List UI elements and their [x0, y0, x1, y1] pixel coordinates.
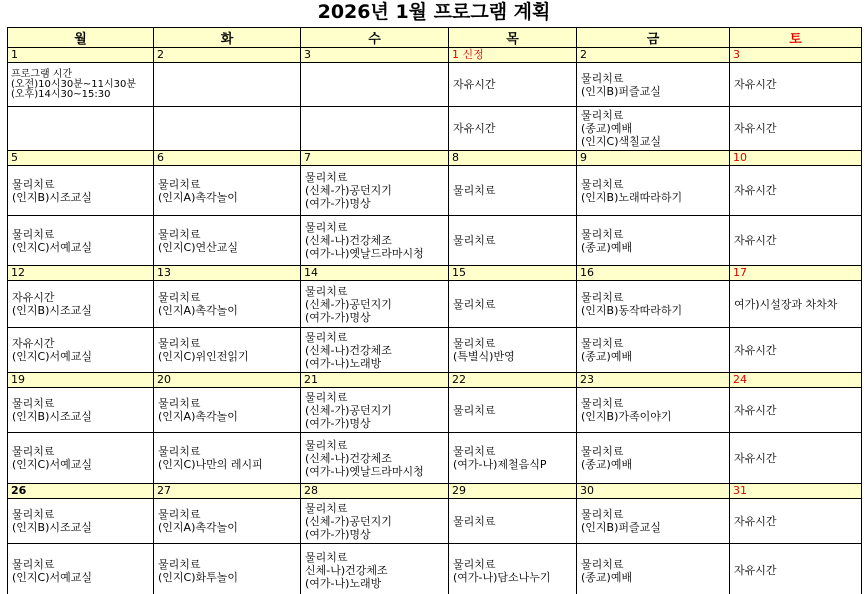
- date-cell: 1: [8, 48, 154, 63]
- program-line: (여가-나)노래방: [305, 356, 382, 370]
- program-cell: [449, 328, 577, 373]
- program-line: (신체-가)공던지기: [305, 514, 392, 528]
- program-line: (인지B)가족이야기: [581, 410, 672, 423]
- program-calendar: [7, 27, 862, 594]
- program-cell: [730, 166, 862, 216]
- program-line: 물리치료: [581, 508, 624, 521]
- program-cell: [8, 544, 154, 594]
- program-line: (신체-나)건강체조: [305, 234, 392, 247]
- program-line: 물리치료: [305, 390, 348, 404]
- program-cell: [301, 328, 449, 373]
- program-cell: [730, 328, 862, 373]
- program-line: (여가-가)명상: [305, 527, 371, 541]
- program-line: 물리치료: [453, 337, 496, 350]
- program-cell: [449, 499, 577, 544]
- date-cell: 16: [577, 266, 730, 281]
- program-line: (인지C)연산교실: [158, 240, 239, 254]
- program-line: 물리치료: [305, 438, 348, 452]
- program-line: 물리치료: [581, 71, 624, 85]
- date-cell: 3: [730, 48, 862, 63]
- program-line: 신체-나)건강체조: [305, 564, 388, 577]
- afternoon-program-row: [8, 107, 862, 151]
- date-cell: 9: [577, 151, 730, 166]
- calendar-title: 2026년 1월 프로그램 계획: [317, 1, 551, 23]
- program-line: (인지B)동작따라하기: [581, 304, 683, 317]
- program-line: 자유시간: [734, 343, 777, 357]
- morning-program-row: [8, 63, 862, 107]
- program-line: (종교)예배: [581, 570, 633, 584]
- program-cell: [154, 499, 301, 544]
- program-cell: [577, 166, 730, 216]
- date-cell: 13: [154, 266, 301, 281]
- program-line: (여가-나)옛날드라마시청: [305, 464, 424, 478]
- date-cell: 29: [449, 484, 577, 499]
- program-line: (인지C)위인전읽기: [158, 350, 249, 363]
- program-line: (인지B)시조교실: [12, 521, 92, 534]
- program-cell: [730, 281, 862, 328]
- program-cell: [154, 63, 301, 107]
- program-line: 자유시간: [12, 337, 55, 350]
- program-line: (신체-나)건강체조: [305, 451, 392, 465]
- date-cell: 30: [577, 484, 730, 499]
- program-line: 자유시간: [734, 403, 777, 417]
- program-cell: [577, 499, 730, 544]
- program-cell: [577, 216, 730, 266]
- program-line: (여가-가)명상: [305, 197, 371, 210]
- program-line: (종교)예배: [581, 122, 633, 135]
- program-line: (인지A)촉각놀이: [158, 521, 238, 534]
- program-cell: [730, 388, 862, 433]
- program-cell: [449, 388, 577, 433]
- program-line: 자유시간: [734, 514, 777, 528]
- program-line: (종교)예배: [581, 240, 633, 254]
- program-cell: [301, 433, 449, 484]
- program-line: (오후)14시30~15:30: [11, 89, 111, 100]
- program-cell: [449, 166, 577, 216]
- date-cell: 8: [449, 151, 577, 166]
- program-line: (오전)10시30분~11시30분: [11, 79, 137, 90]
- date-cell: 15: [449, 266, 577, 281]
- program-line: (여가-나)제철음식P: [453, 458, 547, 471]
- program-cell: [301, 107, 449, 151]
- program-cell: [449, 544, 577, 594]
- program-line: (특별식)반영: [453, 350, 515, 363]
- program-cell: [449, 433, 577, 484]
- program-line: 물리치료: [305, 284, 348, 298]
- program-line: 물리치료: [581, 291, 624, 304]
- program-line: 물리치료: [158, 445, 201, 458]
- weekday-mon: 월: [8, 28, 154, 48]
- program-line: (인지B)시조교실: [12, 190, 92, 204]
- program-line: (여가-나)담소나누기: [453, 570, 551, 584]
- program-line: 물리치료: [581, 557, 624, 571]
- program-cell: [154, 216, 301, 266]
- program-line: 물리치료: [581, 397, 624, 410]
- program-cell: [154, 388, 301, 433]
- program-line: (인지B)시조교실: [12, 410, 92, 423]
- date-cell: 19: [8, 373, 154, 388]
- date-cell: 22: [449, 373, 577, 388]
- program-line: (인지B)퍼즐교실: [581, 521, 661, 534]
- program-line: (여가-가)명상: [305, 416, 371, 430]
- program-cell: [577, 544, 730, 594]
- program-line: 자유시간: [734, 234, 777, 247]
- program-cell: [730, 544, 862, 594]
- date-cell: 2: [577, 48, 730, 63]
- program-line: 물리치료: [12, 227, 55, 241]
- program-line: 물리치료: [12, 508, 55, 521]
- program-cell: [730, 499, 862, 544]
- program-cell: [449, 107, 577, 151]
- program-line: (인지C)서예교실: [12, 240, 93, 254]
- program-line: 물리치료: [12, 557, 55, 571]
- date-row: [8, 266, 862, 281]
- program-cell: [154, 544, 301, 594]
- program-line: 물리치료: [581, 337, 624, 350]
- program-cell: [301, 166, 449, 216]
- date-cell: 21: [301, 373, 449, 388]
- program-line: (인지C)나만의 레시피: [158, 458, 263, 471]
- date-cell: 28: [301, 484, 449, 499]
- date-cell: 6: [154, 151, 301, 166]
- program-line: 물리치료: [305, 221, 348, 234]
- program-line: 물리치료: [453, 234, 496, 247]
- program-line: (인지A)촉각놀이: [158, 190, 238, 204]
- program-line: (인지C)서예교실: [12, 350, 93, 363]
- program-cell: [301, 544, 449, 594]
- date-cell: 12: [8, 266, 154, 281]
- program-line: 물리치료: [453, 557, 496, 571]
- program-cell: [577, 328, 730, 373]
- program-line: (신체-나)건강체조: [305, 343, 392, 357]
- program-cell: [154, 328, 301, 373]
- date-cell: 7: [301, 151, 449, 166]
- date-cell: 23: [577, 373, 730, 388]
- program-line: 물리치료: [158, 177, 201, 191]
- program-line: 자유시간: [453, 122, 496, 135]
- date-row: [8, 484, 862, 499]
- program-line: 여가)시설장과 차차차: [734, 297, 838, 311]
- program-cell: [730, 63, 862, 107]
- program-line: 물리치료: [581, 445, 624, 458]
- date-cell: 1 신정: [449, 48, 577, 63]
- program-line: 물리치료: [305, 501, 348, 515]
- program-line: 물리치료: [453, 297, 496, 311]
- program-line: (신체-가)공던지기: [305, 297, 392, 311]
- program-cell: [8, 107, 154, 151]
- program-line: (인지C)서예교실: [12, 458, 93, 471]
- program-line: (인지A)촉각놀이: [158, 304, 238, 317]
- morning-program-row: [8, 166, 862, 216]
- program-cell: [730, 433, 862, 484]
- afternoon-program-row: [8, 544, 862, 594]
- date-cell: 24: [730, 373, 862, 388]
- program-cell: [449, 216, 577, 266]
- date-cell: 17: [730, 266, 862, 281]
- weekday-header-row: [8, 28, 862, 48]
- program-line: (인지A)촉각놀이: [158, 410, 238, 423]
- program-line: 자유시간: [12, 291, 55, 304]
- program-line: 물리치료: [581, 177, 624, 191]
- date-cell: 26: [8, 484, 154, 499]
- program-line: 물리치료: [158, 397, 201, 410]
- program-line: (인지C)색칠교실: [581, 135, 662, 148]
- weekday-sat: 토: [730, 28, 862, 48]
- program-cell: [577, 63, 730, 107]
- weekday-fri: 금: [577, 28, 730, 48]
- program-line: (인지B)노래따라하기: [581, 190, 683, 204]
- afternoon-program-row: [8, 328, 862, 373]
- program-line: (여가-나)옛날드라마시청: [305, 247, 424, 260]
- date-row: [8, 151, 862, 166]
- program-line: 물리치료: [12, 445, 55, 458]
- program-line: 자유시간: [734, 564, 777, 577]
- program-cell: [8, 166, 154, 216]
- program-line: (인지C)서예교실: [12, 570, 93, 584]
- program-cell: [301, 499, 449, 544]
- weekday-wed: 수: [301, 28, 449, 48]
- weekday-thu: 목: [449, 28, 577, 48]
- program-cell: [730, 216, 862, 266]
- program-line: 물리치료: [453, 403, 496, 417]
- program-line: 물리치료: [453, 514, 496, 528]
- program-cell: [730, 107, 862, 151]
- program-cell: [301, 388, 449, 433]
- program-line: 물리치료: [305, 330, 348, 344]
- program-line: 물리치료: [581, 109, 624, 122]
- program-line: 물리치료: [305, 551, 348, 564]
- program-line: 자유시간: [453, 78, 496, 91]
- program-line: (신체-가)공던지기: [305, 403, 392, 417]
- date-cell: 14: [301, 266, 449, 281]
- program-line: 물리치료: [12, 397, 55, 410]
- program-line: 물리치료: [158, 508, 201, 521]
- program-line: (신체-가)공던지기: [305, 184, 392, 197]
- program-line: 물리치료: [158, 291, 201, 304]
- program-line: 물리치료: [305, 171, 348, 184]
- program-cell: [577, 107, 730, 151]
- program-line: (여가-나)노래방: [305, 577, 382, 590]
- program-line: 물리치료: [453, 184, 496, 197]
- program-cell: [8, 281, 154, 328]
- date-cell: 27: [154, 484, 301, 499]
- program-cell: [8, 63, 154, 107]
- program-line: 물리치료: [12, 177, 55, 191]
- weekday-tue: 화: [154, 28, 301, 48]
- program-cell: [449, 281, 577, 328]
- program-line: (인지B)퍼즐교실: [581, 84, 661, 98]
- program-line: 프로그램 시간: [11, 69, 73, 80]
- date-row: [8, 48, 862, 63]
- program-line: (인지B)시조교실: [12, 304, 92, 317]
- program-cell: [8, 433, 154, 484]
- afternoon-program-row: [8, 216, 862, 266]
- program-line: (종교)예배: [581, 458, 633, 471]
- program-cell: [301, 216, 449, 266]
- morning-program-row: [8, 499, 862, 544]
- program-line: 물리치료: [158, 557, 201, 571]
- program-cell: [301, 63, 449, 107]
- program-cell: [449, 63, 577, 107]
- program-cell: [154, 166, 301, 216]
- program-line: 물리치료: [158, 337, 201, 350]
- morning-program-row: [8, 281, 862, 328]
- program-cell: [154, 281, 301, 328]
- date-cell: 2: [154, 48, 301, 63]
- program-line: 자유시간: [734, 184, 777, 197]
- date-cell: 5: [8, 151, 154, 166]
- program-cell: [154, 107, 301, 151]
- date-cell: 3: [301, 48, 449, 63]
- program-cell: [8, 328, 154, 373]
- program-line: 자유시간: [734, 451, 777, 465]
- program-cell: [577, 388, 730, 433]
- program-line: (여가-가)명상: [305, 310, 371, 324]
- date-cell: 20: [154, 373, 301, 388]
- program-line: (인지C)화투놀이: [158, 570, 239, 584]
- program-line: 물리치료: [158, 227, 201, 241]
- program-cell: [577, 281, 730, 328]
- program-cell: [577, 433, 730, 484]
- program-cell: [8, 499, 154, 544]
- program-cell: [8, 388, 154, 433]
- program-line: (종교)예배: [581, 350, 633, 363]
- date-cell: 31: [730, 484, 862, 499]
- program-line: 자유시간: [734, 78, 777, 91]
- date-row: [8, 373, 862, 388]
- program-line: 물리치료: [453, 445, 496, 458]
- program-line: 물리치료: [581, 227, 624, 241]
- morning-program-row: [8, 388, 862, 433]
- program-cell: [154, 433, 301, 484]
- afternoon-program-row: [8, 433, 862, 484]
- program-cell: [301, 281, 449, 328]
- date-cell: 10: [730, 151, 862, 166]
- program-cell: [8, 216, 154, 266]
- program-line: 자유시간: [734, 122, 777, 135]
